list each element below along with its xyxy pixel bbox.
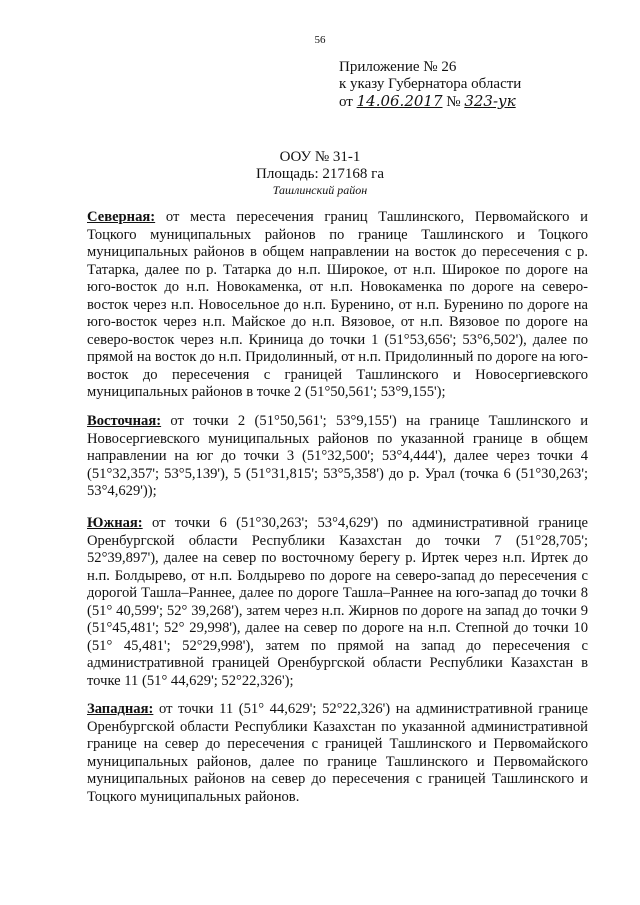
west-heading: Западная: (87, 701, 154, 717)
east-text: от точки 2 (51°50,561'; 53°9,155') на границе Ташлинского и Новосергиевского муниципальных районов по указанной границе в общем направлении на юг до точки 3 (51°32,500'; 53°4,444'), далее через точки 4 (51°32,357'; 53°5,139'), 5 (51°31,815'; 53°5,358') до р. Урал (точка 6 (51°30,263'; 53°4,629')); (87, 413, 588, 499)
appendix-subtitle: к указу Губернатора области (339, 76, 522, 92)
date-prefix: от (339, 94, 353, 110)
appendix-block (339, 59, 521, 111)
district-name: Ташлинский район (272, 183, 368, 197)
west-text: от точки 11 (51° 44,629'; 52°22,326') на административной границе Оренбургской области Республики Казахстан по указанной административной границе на север до пересечения с границей Ташлинского и Первомайского муниципальных районов, далее по границе Ташлинского и Первомайского муниципальных районов на север до пересечения с границей Ташлинского и Тоцкого муниципальных районов. (87, 701, 588, 805)
area-line: Площадь: 217168 га (256, 166, 384, 182)
east-heading: Восточная: (87, 413, 162, 429)
north-text: от места пересечения границ Ташлинского, Первомайского и Тоцкого муниципальных районов по границе Ташлинского и Тоцкого муниципальных районов в общем направлении на восток до пересечения с р. Татарка, далее по р. Татарка до н.п. Широкое, от н.п. Широкое по дороге на юго-восток до н.п. Новокаменка, от н.п. Новокаменка по дороге на северо-восток через н.п. Новосельное до н.п. Буренино, от н.п. Буренино по дороге на юго-восток через н.п. Майское до н.п. Вязовое, от н.п. Вязовое по дороге на северо-восток через н.п. Криница до точки 1 (51°53,656'; 53°6,502'), далее по прямой на восток до н.п. Придолинный, от н.п. Придолинный по дороге на юго-восток до пересечения с границей Ташлинского и Новосергиевского муниципальных районов в точке 2 (51°50,561'; 53°9,155'); (87, 209, 588, 400)
handwritten-number: 323-ук (464, 92, 516, 110)
north-boundary-section (87, 209, 588, 402)
oou-title: ООУ № 31-1 (279, 149, 361, 165)
east-boundary-section (87, 413, 588, 501)
south-text: от точки 6 (51°30,263'; 53°4,629') по административной границе Оренбургской области Республики Казахстан до точки 7 (51°28,705'; 52°39,897'), далее на север по восточному берегу р. Иртек через н.п. Иртек до н.п. Болдырево, от н.п. Болдырево по дороге на северо-запад до пересечения с дорогой Ташла–Раннее, далее по дороге Ташла–Раннее на юго-запад до точки 8 (51° 40,599'; 52° 39,268'), затем через н.п. Жирнов по дороге на запад до точки 9 (51°45,481'; 52° 29,998'), далее на север по дороге на н.п. Степной до точки 10 (51° 45,481'; 52°29,998'), затем по прямой на запад до пересечения с административной границей Оренбургской области Республики Казахстан в точке 11 (51° 44,629'; 52°22,326'); (87, 515, 588, 689)
north-heading: Северная: (87, 209, 156, 225)
south-heading: Южная: (87, 515, 143, 531)
page-number: 56 (314, 34, 326, 46)
appendix-date-line (339, 93, 521, 111)
handwritten-date: 14.06.2017 (356, 92, 443, 110)
south-boundary-section (87, 515, 588, 690)
number-prefix: № (446, 94, 461, 110)
appendix-title: Приложение № 26 (339, 59, 457, 75)
west-boundary-section (87, 701, 588, 806)
